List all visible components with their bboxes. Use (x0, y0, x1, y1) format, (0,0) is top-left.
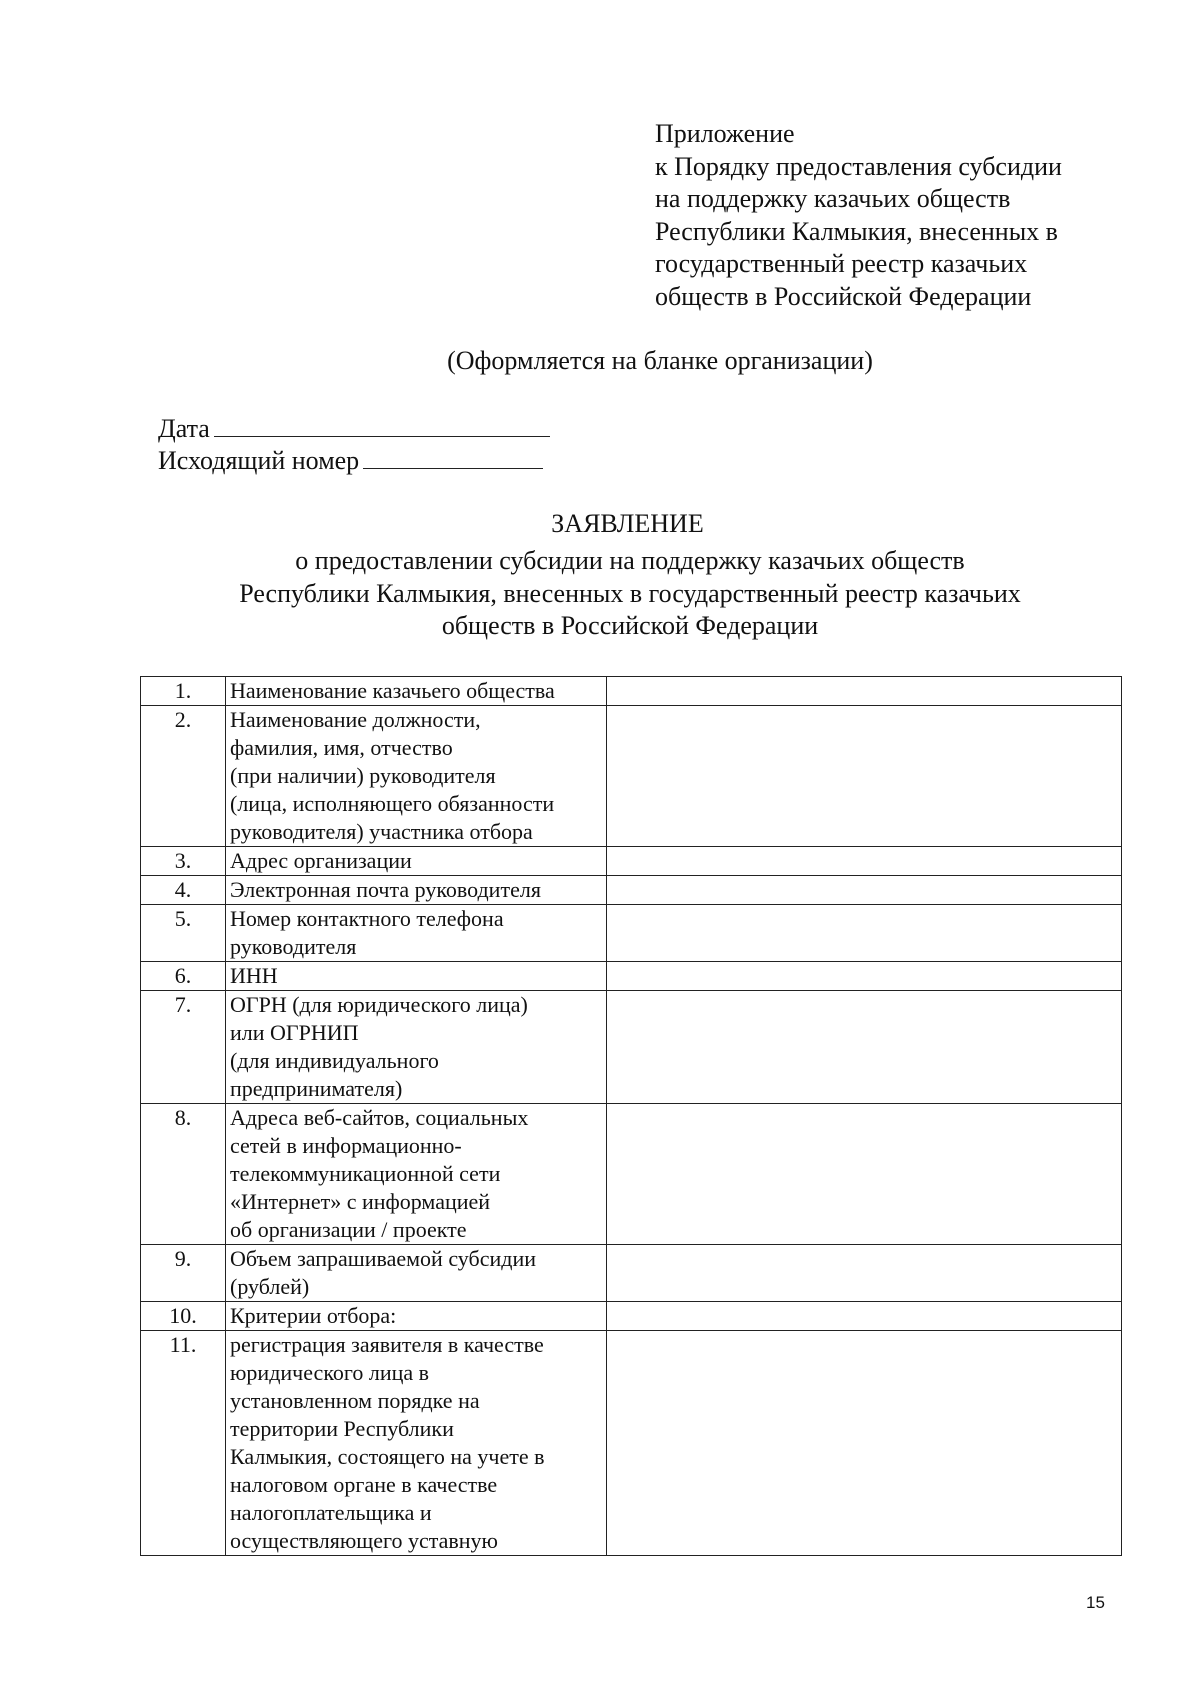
row-label (226, 876, 607, 905)
outgoing-number-label: Исходящий номер (158, 446, 360, 475)
row-label-line: предпринимателя) (230, 1076, 403, 1101)
row-label-line: налоговом органе в качестве (230, 1472, 498, 1497)
row-number: 3. (141, 847, 226, 876)
row-number: 8. (141, 1104, 226, 1245)
date-blank-line (214, 410, 550, 437)
row-label-line: (для индивидуального (230, 1048, 439, 1073)
subtitle-line: о предоставлении субсидии на поддержку казачьих обществ (295, 546, 965, 575)
letterhead-note: (Оформляется на бланке организации) (447, 346, 873, 375)
table-row (141, 677, 1122, 706)
row-label-line: налогоплательщика и (230, 1500, 432, 1525)
row-label-line: об организации / проекте (230, 1217, 467, 1242)
row-label-line: Адреса веб-сайтов, социальных (230, 1105, 529, 1130)
row-value-field[interactable] (607, 1104, 1122, 1245)
row-label-line: сетей в информационно- (230, 1133, 462, 1158)
row-value-field[interactable] (607, 962, 1122, 991)
row-label-line: территории Республики (230, 1416, 454, 1441)
table-row (141, 1245, 1122, 1302)
document-subtitle (190, 545, 1070, 643)
row-value-field[interactable] (607, 1302, 1122, 1331)
row-label (226, 1245, 607, 1302)
row-label-line: телекоммуникационной сети (230, 1161, 501, 1186)
row-label-line: руководителя) участника отбора (230, 819, 533, 844)
row-label-line: (при наличии) руководителя (230, 763, 496, 788)
row-label-line: юридического лица в (230, 1360, 430, 1385)
row-value-field[interactable] (607, 1331, 1122, 1556)
table-row (141, 876, 1122, 905)
row-value-field[interactable] (607, 991, 1122, 1104)
row-label-line: фамилия, имя, отчество (230, 735, 453, 760)
row-label (226, 962, 607, 991)
row-value-field[interactable] (607, 706, 1122, 847)
row-label-line: установленном порядке на (230, 1388, 480, 1413)
row-label-line: осуществляющего уставную (230, 1528, 498, 1553)
row-label-line: регистрация заявителя в качестве (230, 1332, 544, 1357)
row-label-line: Электронная почта руководителя (230, 877, 541, 902)
table-row (141, 1302, 1122, 1331)
row-label (226, 677, 607, 706)
outgoing-number-field (158, 442, 543, 477)
table-row (141, 1331, 1122, 1556)
row-value-field[interactable] (607, 1245, 1122, 1302)
row-label-line: Наименование должности, (230, 707, 481, 732)
row-label-line: руководителя (230, 934, 357, 959)
appendix-line: обществ в Российской Федерации (655, 281, 1032, 311)
row-label-line: Критерии отбора: (230, 1303, 397, 1328)
application-table (140, 676, 1122, 1556)
table-row (141, 962, 1122, 991)
appendix-line: к Порядку предоставления субсидии (655, 151, 1062, 181)
row-label (226, 706, 607, 847)
date-label: Дата (158, 414, 210, 443)
table-row (141, 905, 1122, 962)
row-label (226, 1302, 607, 1331)
appendix-line: Приложение (655, 119, 795, 148)
row-label (226, 847, 607, 876)
row-number: 9. (141, 1245, 226, 1302)
row-number: 1. (141, 677, 226, 706)
appendix-line: Республики Калмыкия, внесенных в (655, 216, 1058, 246)
table-row (141, 706, 1122, 847)
row-label (226, 1104, 607, 1245)
table-row (141, 847, 1122, 876)
row-label (226, 905, 607, 962)
row-number: 5. (141, 905, 226, 962)
row-label-line: «Интернет» с информацией (230, 1189, 491, 1214)
row-label-line: (рублей) (230, 1274, 310, 1299)
row-value-field[interactable] (607, 905, 1122, 962)
subtitle-line: Республики Калмыкия, внесенных в государственный реестр казачьих (239, 578, 1021, 608)
row-number: 6. (141, 962, 226, 991)
page-number: 15 (1086, 1593, 1105, 1612)
row-number: 4. (141, 876, 226, 905)
outgoing-number-blank-line (363, 442, 543, 469)
row-value-field[interactable] (607, 847, 1122, 876)
appendix-block (655, 118, 1175, 313)
row-value-field[interactable] (607, 876, 1122, 905)
row-label (226, 991, 607, 1104)
row-label-line: (лица, исполняющего обязанности (230, 791, 555, 816)
row-number: 10. (141, 1302, 226, 1331)
table-row (141, 991, 1122, 1104)
row-number: 7. (141, 991, 226, 1104)
table-row (141, 1104, 1122, 1245)
row-label-line: Калмыкия, состоящего на учете в (230, 1444, 545, 1469)
row-label-line: Наименование казачьего общества (230, 678, 555, 703)
row-label-line: Объем запрашиваемой субсидии (230, 1246, 536, 1271)
date-field (158, 410, 550, 445)
appendix-line: на поддержку казачьих обществ (655, 184, 1011, 213)
row-value-field[interactable] (607, 677, 1122, 706)
row-label-line: или ОГРНИП (230, 1020, 359, 1045)
row-label (226, 1331, 607, 1556)
row-number: 2. (141, 706, 226, 847)
row-number: 11. (141, 1331, 226, 1556)
row-label-line: Номер контактного телефона (230, 906, 504, 931)
row-label-line: Адрес организации (230, 848, 412, 873)
appendix-line: государственный реестр казачьих (655, 249, 1028, 278)
subtitle-line: обществ в Российской Федерации (441, 611, 819, 640)
row-label-line: ИНН (230, 963, 278, 988)
document-title: ЗАЯВЛЕНИЕ (551, 509, 704, 538)
row-label-line: ОГРН (для юридического лица) (230, 992, 528, 1017)
